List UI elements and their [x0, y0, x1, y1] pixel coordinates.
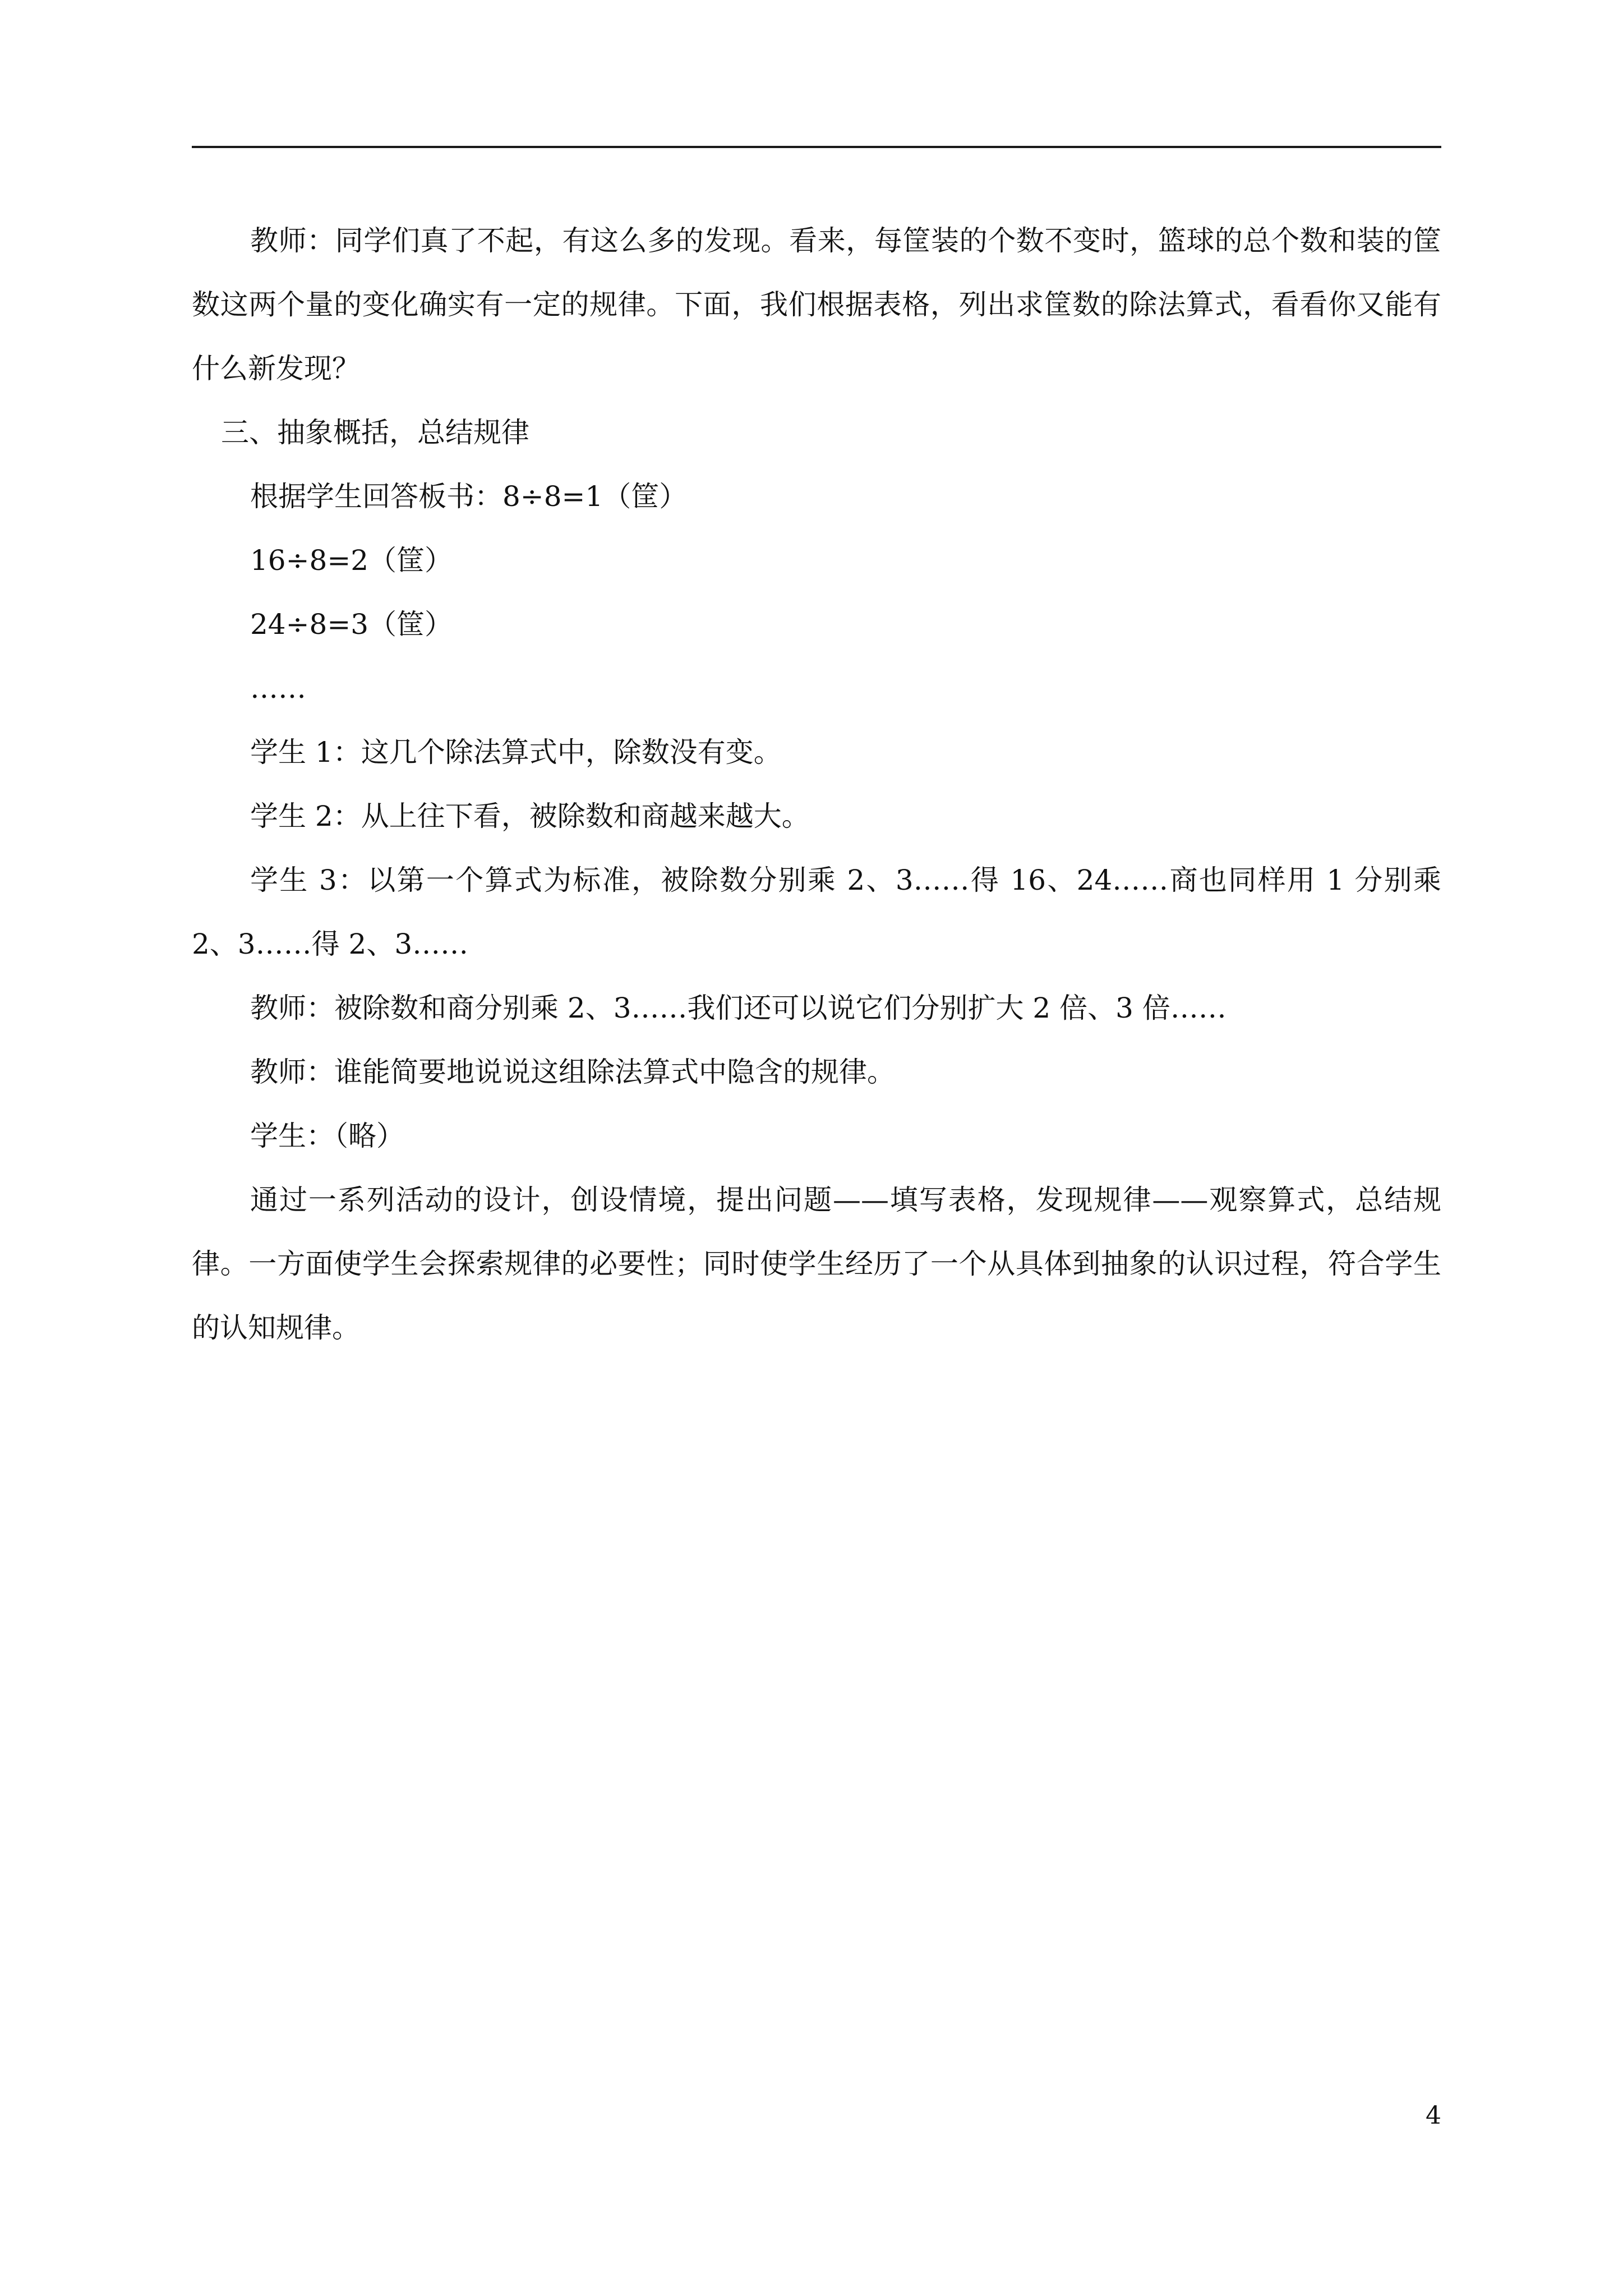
paragraph-board-writing: 根据学生回答板书：8÷8=1（筐） [250, 480, 688, 513]
paragraph-student-2: 学生 2：从上往下看，被除数和商越来越大。 [250, 800, 810, 832]
paragraph-student-answer: 学生：（略） [250, 1120, 404, 1152]
paragraph-teacher-observation: 教师：同学们真了不起，有这么多的发现。看来，每筐装的个数不变时，篮球的总个数和装的筐数这两个量的变化确实有一定的规律。下面，我们根据表格，列出求筐数的除法算式，看看你又能有什么新发现？ [192, 224, 1441, 385]
section-heading: 三、抽象概括，总结规律 [221, 416, 529, 449]
paragraph-student-3: 学生 3：以第一个算式为标准，被除数分别乘 2、3……得 16、24……商也同样用 1 分别乘 2、3……得 2、3…… [192, 864, 1441, 960]
paragraph-teacher-summary: 教师：被除数和商分别乘 2、3……我们还可以说它们分别扩大 2 倍、3 倍…… [250, 992, 1227, 1024]
paragraph-design-reflection: 通过一系列活动的设计，创设情境，提出问题——填写表格，发现规律——观察算式，总结规律。一方面使学生会探索规律的必要性；同时使学生经历了一个从具体到抽象的认识过程，符合学生的认知规律。 [192, 1184, 1441, 1344]
page-number: 4 [1426, 2101, 1441, 2130]
paragraph-teacher-question: 教师：谁能简要地说说这组除法算式中隐含的规律。 [250, 1056, 895, 1088]
ellipsis-line: …… [250, 672, 306, 705]
paragraph-student-1: 学生 1：这几个除法算式中，除数没有变。 [250, 736, 782, 769]
page-body [192, 209, 1441, 1360]
header-rule [192, 146, 1441, 148]
equation-line-3: 24÷8=3（筐） [250, 608, 453, 641]
equation-line-2: 16÷8=2（筐） [250, 544, 453, 577]
